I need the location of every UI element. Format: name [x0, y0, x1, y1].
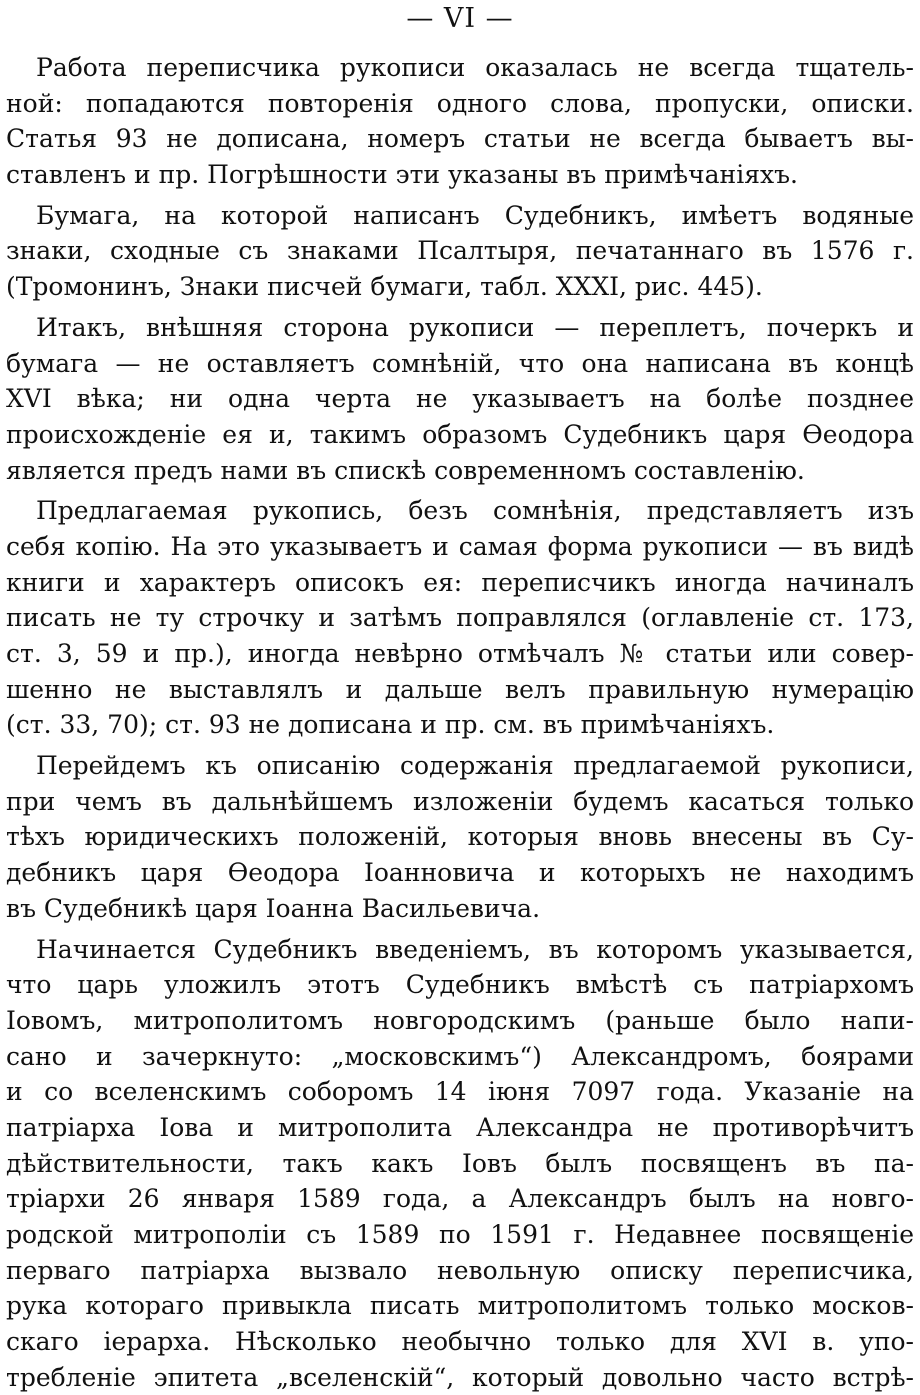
text-line: Начинается Судебникъ введеніемъ, въ которомъ указывается, — [6, 932, 914, 968]
text-line: знаки, сходные съ знаками Псалтыря, печатаннаго въ 1576 г. — [6, 233, 914, 269]
text-line: требленіе эпитета „вселенскій“, который довольно часто встрѣ- — [6, 1360, 914, 1395]
paragraph — [6, 748, 914, 926]
text-line: Итакъ, внѣшняя сторона рукописи — переплетъ, почеркъ и — [6, 310, 914, 346]
page-number: — VI — — [6, 2, 914, 36]
text-line: Работа переписчика рукописи оказалась не всегда тщатель- — [6, 50, 914, 86]
text-line: сано и зачеркнуто: „московскимъ“) Александромъ, боярами — [6, 1039, 914, 1075]
text-line: перваго патріарха вызвало невольную описку переписчика, — [6, 1253, 914, 1289]
text-line: XVI вѣка; ни одна черта не указываетъ на болѣе позднее — [6, 381, 914, 417]
text-line: писать не ту строчку и затѣмъ поправлялся (оглавленіе ст. 173, — [6, 600, 914, 636]
text-line: дѣйствительности, такъ какъ Іовъ былъ посвященъ въ па- — [6, 1146, 914, 1182]
text-line: Перейдемъ къ описанію содержанія предлагаемой рукописи, — [6, 748, 914, 784]
text-line: рука котораго привыкла писать митрополитомъ только москов- — [6, 1288, 914, 1324]
text-line: скаго іерарха. Нѣсколько необычно только для XVI в. упо- — [6, 1324, 914, 1360]
text-line: происхожденіе ея и, такимъ образомъ Судебникъ царя Өеодора — [6, 417, 914, 453]
paragraph — [6, 310, 914, 488]
text-line: Бумага, на которой написанъ Судебникъ, имѣетъ водяные — [6, 198, 914, 234]
paragraph — [6, 493, 914, 743]
text-line: при чемъ въ дальнѣйшемъ изложеніи будемъ касаться только — [6, 784, 914, 820]
text-line: себя копію. На это указываетъ и самая форма рукописи — въ видѣ — [6, 529, 914, 565]
text-line: патріарха Іова и митрополита Александра не противорѣчитъ — [6, 1110, 914, 1146]
text-line: является предъ нами въ спискѣ современномъ составленію. — [6, 453, 914, 489]
text-line: дебникъ царя Өеодора Іоанновича и которыхъ не находимъ — [6, 855, 914, 891]
text-line: родской митрополіи съ 1589 по 1591 г. Недавнее посвященіе — [6, 1217, 914, 1253]
text-line: (Тромонинъ, Знаки писчей бумаги, табл. XXXI, рис. 445). — [6, 269, 914, 305]
text-line: книги и характеръ описокъ ея: переписчикъ иногда начиналъ — [6, 565, 914, 601]
text-line: Іовомъ, митрополитомъ новгородскимъ (раньше было напи- — [6, 1003, 914, 1039]
text-line: тѣхъ юридическихъ положеній, которыя вновь внесены въ Су- — [6, 819, 914, 855]
paragraph — [6, 50, 914, 193]
page-text-body — [6, 50, 914, 1395]
text-line: ной: попадаются повторенія одного слова, пропуски, описки. — [6, 86, 914, 122]
text-line: и со вселенскимъ соборомъ 14 іюня 7097 года. Указаніе на — [6, 1074, 914, 1110]
text-line: ставленъ и пр. Погрѣшности эти указаны въ примѣчаніяхъ. — [6, 157, 914, 193]
text-line: ст. 3, 59 и пр.), иногда невѣрно отмѣчалъ № статьи или совер- — [6, 636, 914, 672]
text-line: тріархи 26 января 1589 года, а Александръ былъ на новго- — [6, 1181, 914, 1217]
text-line: что царь уложилъ этотъ Судебникъ вмѣстѣ съ патріархомъ — [6, 967, 914, 1003]
text-line: шенно не выставлялъ и дальше велъ правильную нумерацію — [6, 672, 914, 708]
text-line: Предлагаемая рукопись, безъ сомнѣнія, представляетъ изъ — [6, 493, 914, 529]
paragraph — [6, 932, 914, 1395]
text-line: бумага — не оставляетъ сомнѣній, что она написана въ концѣ — [6, 346, 914, 382]
paragraph — [6, 198, 914, 305]
text-line: Статья 93 не дописана, номеръ статьи не всегда бываетъ вы- — [6, 121, 914, 157]
text-line: (ст. 33, 70); ст. 93 не дописана и пр. см. въ примѣчаніяхъ. — [6, 707, 914, 743]
text-line: въ Судебникѣ царя Іоанна Васильевича. — [6, 891, 914, 927]
